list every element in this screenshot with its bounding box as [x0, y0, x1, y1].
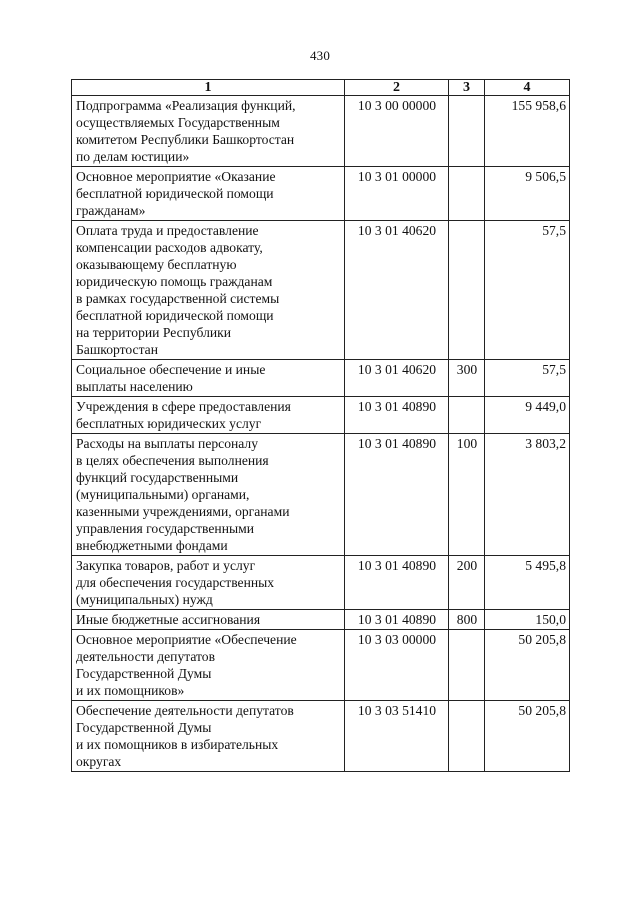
- row-name-line: Закупка товаров, работ и услуг: [76, 558, 256, 573]
- row-name-line: для обеспечения государственных: [76, 575, 275, 590]
- row-type-cell: [449, 221, 485, 360]
- row-name-line: в рамках государственной системы: [76, 291, 280, 306]
- table-row: [72, 434, 570, 556]
- row-amount-cell: 5 495,8: [485, 556, 570, 610]
- row-name-cell: [72, 610, 345, 630]
- row-name-line: осуществляемых Государственным: [76, 115, 280, 130]
- row-code-cell: 10 3 01 00000: [345, 167, 449, 221]
- row-type-cell: 200: [449, 556, 485, 610]
- row-type-cell: 100: [449, 434, 485, 556]
- row-name-line: и их помощников в избирательных: [76, 737, 279, 752]
- row-name-line: на территории Республики: [76, 325, 232, 340]
- row-amount-cell: 57,5: [485, 221, 570, 360]
- row-name-line: Башкортостан: [76, 342, 158, 357]
- row-type-cell: [449, 630, 485, 701]
- budget-table: [71, 79, 570, 772]
- row-code-cell: 10 3 03 00000: [345, 630, 449, 701]
- row-name-line: комитетом Республики Башкортостан: [76, 132, 295, 147]
- row-name-cell: [72, 221, 345, 360]
- row-name-line: и их помощников»: [76, 683, 185, 698]
- table-row: [72, 556, 570, 610]
- row-amount-cell: 57,5: [485, 360, 570, 397]
- header-col-2: 2: [345, 80, 449, 96]
- row-name-line: гражданам»: [76, 203, 146, 218]
- row-name-line: Основное мероприятие «Оказание: [76, 169, 276, 184]
- row-type-cell: [449, 701, 485, 772]
- row-code-cell: 10 3 01 40890: [345, 556, 449, 610]
- table-row: [72, 630, 570, 701]
- row-code-cell: 10 3 00 00000: [345, 96, 449, 167]
- row-name-cell: [72, 397, 345, 434]
- row-name-line: Социальное обеспечение и иные: [76, 362, 266, 377]
- row-name-line: выплаты населению: [76, 379, 193, 394]
- row-name-line: функций государственными: [76, 470, 239, 485]
- row-type-cell: [449, 96, 485, 167]
- row-name-line: округах: [76, 754, 122, 769]
- row-name-cell: [72, 556, 345, 610]
- row-name-line: (муниципальными) органами,: [76, 487, 250, 502]
- row-code-cell: 10 3 01 40890: [345, 610, 449, 630]
- row-name-cell: [72, 630, 345, 701]
- row-name-line: Учреждения в сфере предоставления: [76, 399, 291, 414]
- row-code-cell: 10 3 01 40890: [345, 434, 449, 556]
- row-name-cell: [72, 701, 345, 772]
- row-name-cell: [72, 167, 345, 221]
- row-type-cell: [449, 397, 485, 434]
- row-amount-cell: 150,0: [485, 610, 570, 630]
- table-row: [72, 360, 570, 397]
- header-col-4: 4: [485, 80, 570, 96]
- row-amount-cell: 9 506,5: [485, 167, 570, 221]
- row-name-line: Государственной Думы: [76, 666, 212, 681]
- table-row: [72, 610, 570, 630]
- table-row: [72, 96, 570, 167]
- table-row: [72, 221, 570, 360]
- row-amount-cell: 50 205,8: [485, 630, 570, 701]
- row-name-line: Оплата труда и предоставление: [76, 223, 259, 238]
- row-name-cell: [72, 434, 345, 556]
- row-name-line: по делам юстиции»: [76, 149, 190, 164]
- header-col-1: 1: [72, 80, 345, 96]
- row-type-cell: [449, 167, 485, 221]
- row-name-line: Расходы на выплаты персоналу: [76, 436, 258, 451]
- row-name-line: (муниципальных) нужд: [76, 592, 213, 607]
- row-name-line: Обеспечение деятельности депутатов: [76, 703, 294, 718]
- row-name-line: Подпрограмма «Реализация функций,: [76, 98, 296, 113]
- row-name-line: управления государственными: [76, 521, 254, 536]
- page-number: 430: [309, 48, 331, 63]
- row-name-cell: [72, 96, 345, 167]
- table-row: [72, 397, 570, 434]
- table-row: [72, 701, 570, 772]
- row-name-line: Государственной Думы: [76, 720, 212, 735]
- row-name-line: бесплатных юридических услуг: [76, 416, 262, 431]
- row-name-line: казенными учреждениями, органами: [76, 504, 290, 519]
- row-name-line: внебюджетными фондами: [76, 538, 228, 553]
- row-amount-cell: 3 803,2: [485, 434, 570, 556]
- row-code-cell: 10 3 01 40620: [345, 221, 449, 360]
- row-code-cell: 10 3 03 51410: [345, 701, 449, 772]
- row-name-line: деятельности депутатов: [76, 649, 216, 664]
- table-row: [72, 167, 570, 221]
- row-name-cell: [72, 360, 345, 397]
- row-type-cell: 300: [449, 360, 485, 397]
- row-type-cell: 800: [449, 610, 485, 630]
- row-code-cell: 10 3 01 40620: [345, 360, 449, 397]
- row-name-line: оказывающему бесплатную: [76, 257, 237, 272]
- row-name-line: компенсации расходов адвокату,: [76, 240, 263, 255]
- row-amount-cell: 9 449,0: [485, 397, 570, 434]
- row-amount-cell: 155 958,6: [485, 96, 570, 167]
- row-name-line: в целях обеспечения выполнения: [76, 453, 269, 468]
- row-code-cell: 10 3 01 40890: [345, 397, 449, 434]
- row-name-line: Иные бюджетные ассигнования: [76, 612, 261, 627]
- row-name-line: бесплатной юридической помощи: [76, 308, 274, 323]
- row-amount-cell: 50 205,8: [485, 701, 570, 772]
- row-name-line: юридическую помощь гражданам: [76, 274, 273, 289]
- row-name-line: Основное мероприятие «Обеспечение: [76, 632, 297, 647]
- row-name-line: бесплатной юридической помощи: [76, 186, 274, 201]
- table-header-row: [72, 80, 570, 96]
- header-col-3: 3: [449, 80, 485, 96]
